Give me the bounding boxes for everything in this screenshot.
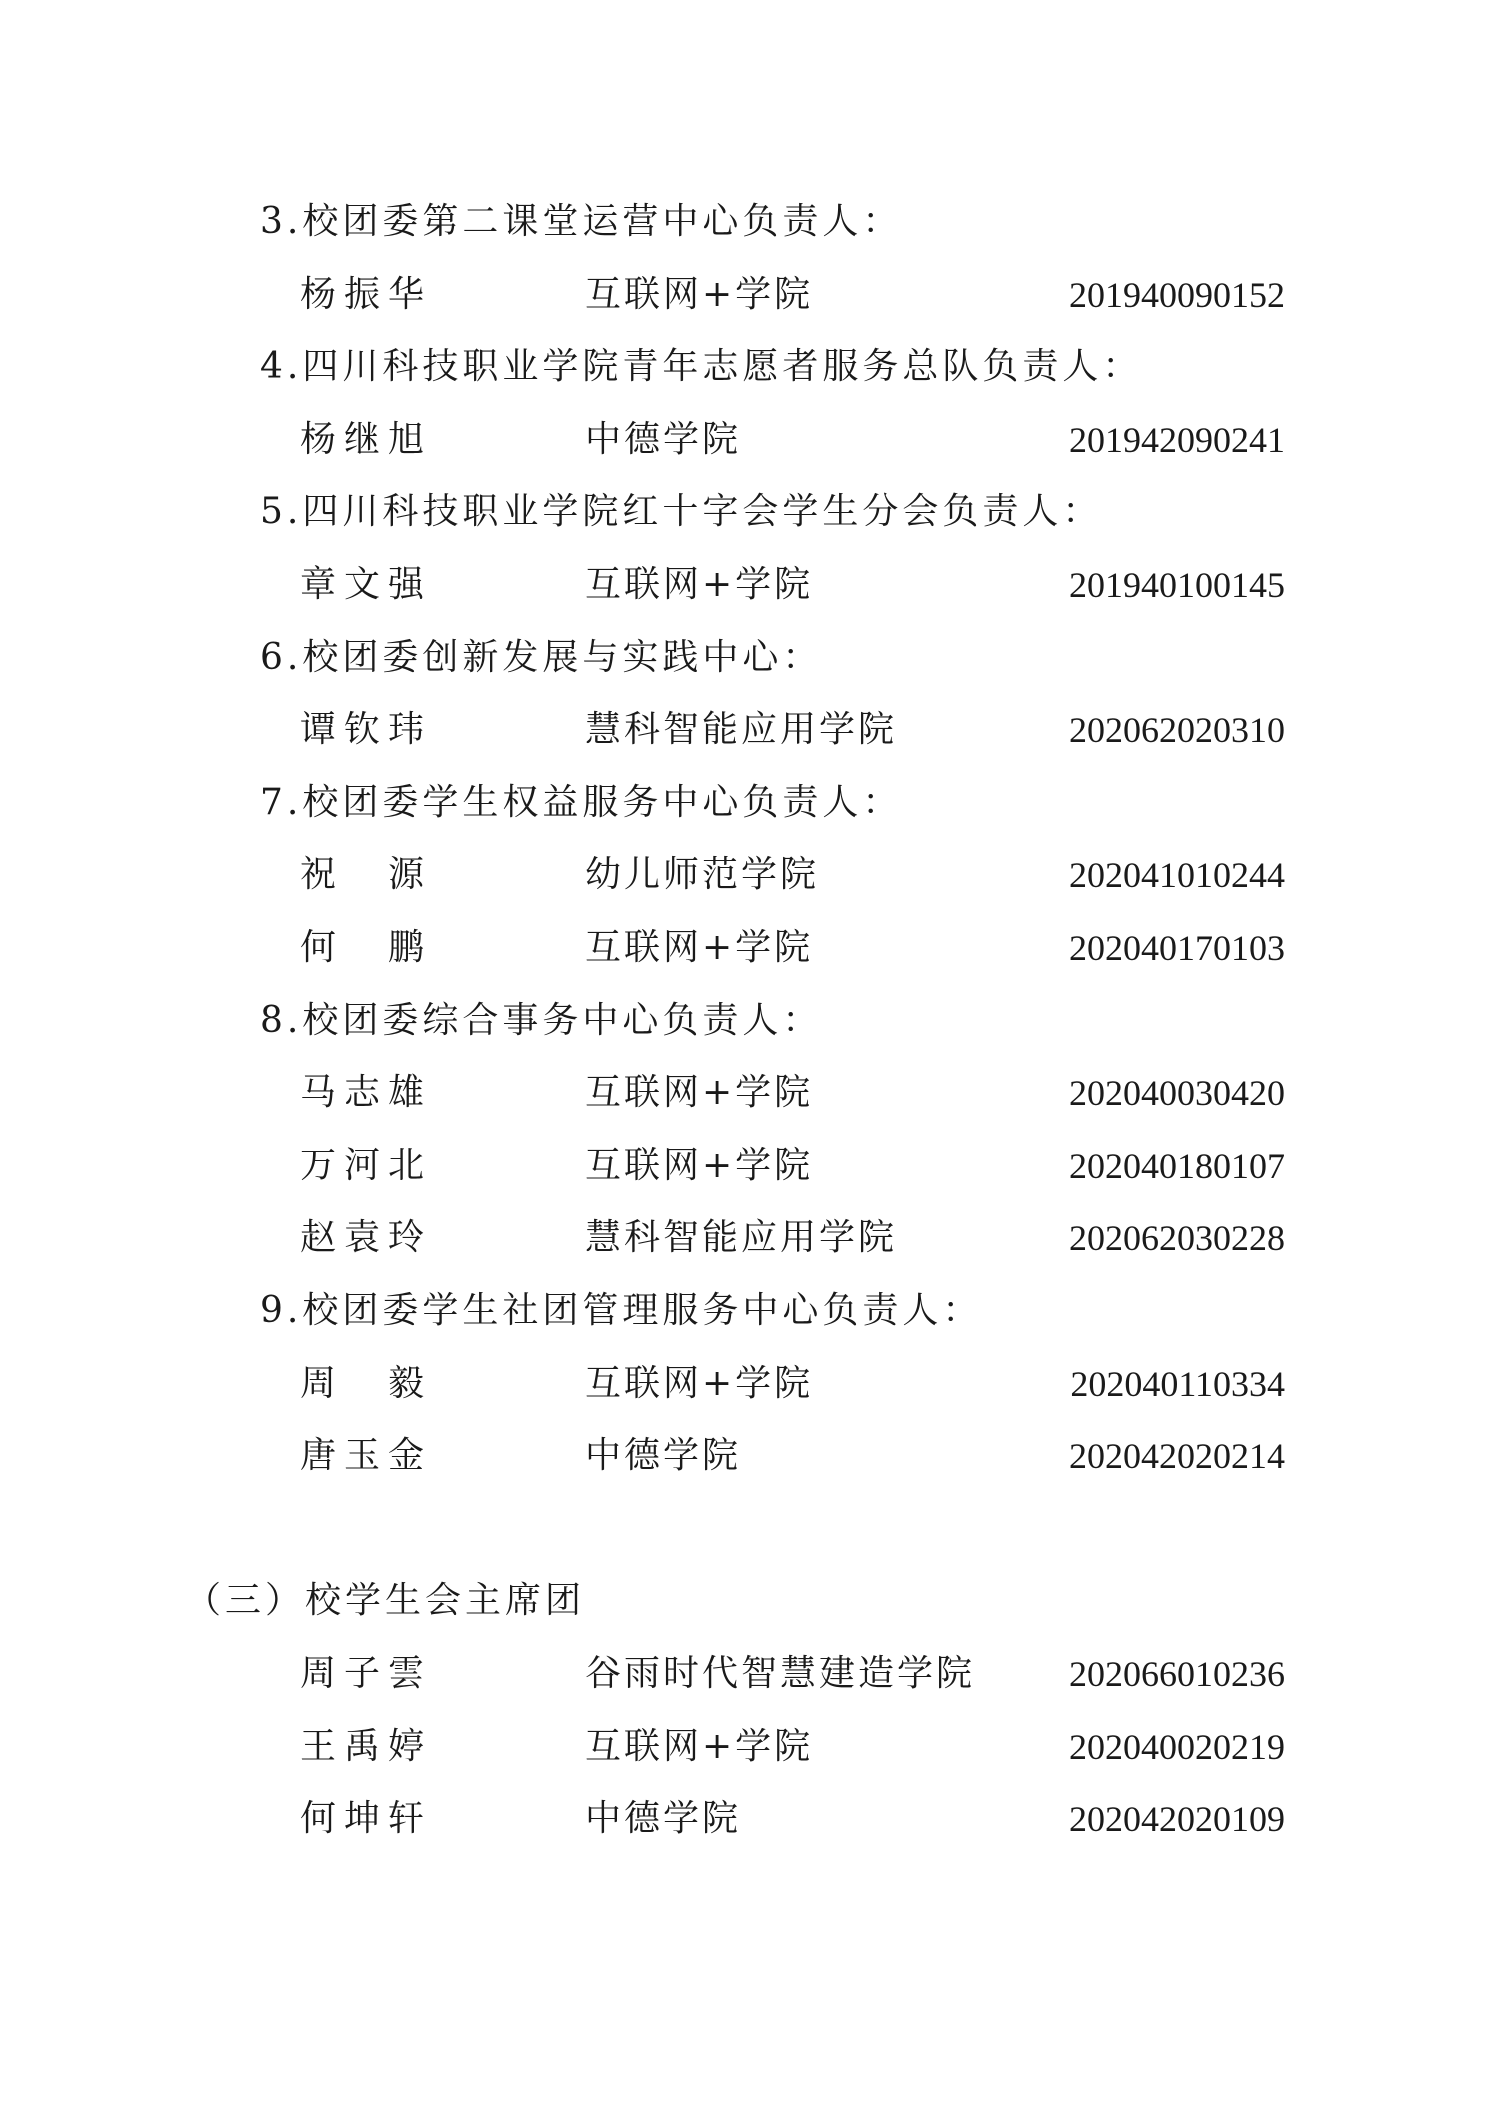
member-student-id: 202042020214: [1069, 1436, 1285, 1477]
group-heading: 8.校团委综合事务中心负责人：: [260, 999, 823, 1041]
member-student-id: 202040180107: [1069, 1145, 1285, 1186]
group-heading: 5.四川科技职业学院红十字会学生分会负责人：: [260, 491, 1103, 533]
member-college: 中德学院: [585, 1435, 742, 1477]
group-heading: 9.校团委学生社团管理服务中心负责人：: [260, 1290, 983, 1331]
member-name: 杨振华: [300, 273, 433, 315]
member-college: 幼儿师范学院: [585, 854, 820, 896]
member-name: 谭钦玮: [300, 709, 433, 751]
group-heading: 7.校团委学生权益服务中心负责人：: [260, 781, 903, 823]
member-college: 互联网+学院: [585, 1725, 814, 1767]
member-student-id: 201940100145: [1069, 565, 1285, 605]
member-college: 中德学院: [585, 418, 742, 460]
member-college: 慧科智能应用学院: [585, 1217, 898, 1259]
member-student-id: 202066010236: [1069, 1654, 1285, 1694]
member-name: 周 毅: [300, 1362, 433, 1404]
member-college: 互联网+学院: [585, 273, 814, 315]
group-heading: 3.校团委第二课堂运营中心负责人：: [260, 201, 903, 242]
member-name: 祝 源: [300, 854, 433, 896]
member-student-id: 202040170103: [1069, 928, 1285, 968]
member-name: 周子雲: [300, 1653, 433, 1694]
member-college: 互联网+学院: [585, 927, 814, 968]
member-name: 杨继旭: [300, 418, 433, 460]
member-name: 何 鹏: [300, 927, 433, 968]
group-heading: 6.校团委创新发展与实践中心：: [260, 636, 823, 678]
member-name: 马志雄: [300, 1072, 433, 1114]
member-student-id: 201940090152: [1069, 274, 1285, 315]
member-college: 慧科智能应用学院: [585, 709, 898, 751]
member-student-id: 202040030420: [1069, 1073, 1285, 1114]
member-name: 唐玉金: [300, 1435, 433, 1477]
member-student-id: 202062030228: [1069, 1218, 1285, 1259]
member-college: 互联网+学院: [585, 1072, 814, 1114]
member-name: 王禹婷: [300, 1725, 433, 1767]
member-college: 互联网+学院: [585, 564, 814, 605]
member-name: 何坤轩: [300, 1798, 433, 1840]
member-student-id: 201942090241: [1069, 419, 1285, 460]
member-name: 赵袁玲: [300, 1217, 433, 1259]
member-name: 章文强: [300, 564, 433, 605]
member-student-id: 202040110334: [1070, 1363, 1285, 1404]
member-college: 互联网+学院: [585, 1144, 814, 1186]
member-college: 中德学院: [585, 1798, 742, 1840]
member-student-id: 202041010244: [1069, 855, 1285, 896]
section-heading: （三）校学生会主席团: [185, 1580, 586, 1622]
member-student-id: 202042020109: [1069, 1799, 1285, 1840]
member-college: 互联网+学院: [585, 1362, 814, 1404]
member-student-id: 202062020310: [1069, 710, 1285, 751]
group-heading: 4.四川科技职业学院青年志愿者服务总队负责人：: [260, 346, 1143, 388]
member-college: 谷雨时代智慧建造学院: [585, 1653, 976, 1694]
member-student-id: 202040020219: [1069, 1726, 1285, 1767]
member-name: 万河北: [300, 1144, 433, 1186]
